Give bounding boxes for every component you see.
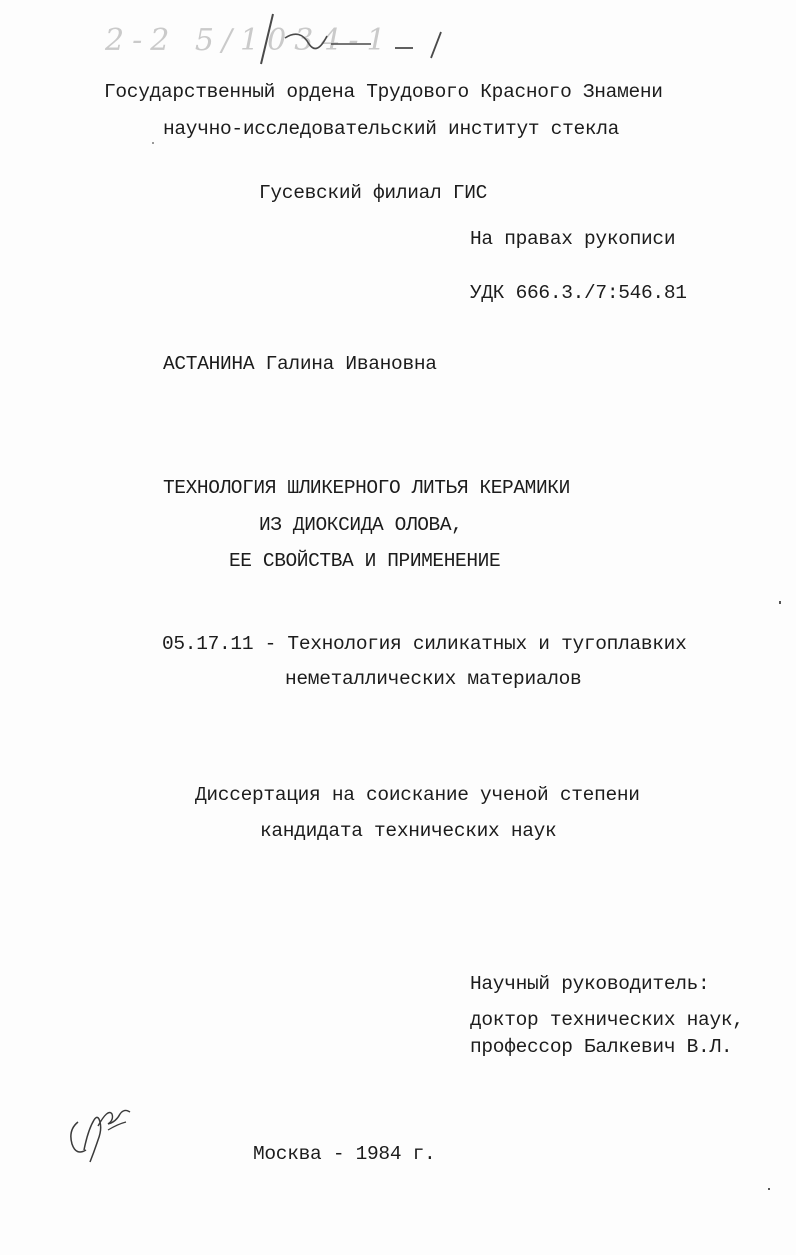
dissertation-line-1: Диссертация на соискание ученой степени (195, 784, 640, 806)
archive-number-handwriting (95, 8, 455, 68)
dissertation-line-2: кандидата технических наук (260, 820, 557, 842)
supervisor-label: Научный руководитель: (470, 973, 710, 995)
institute-line-1: Государственный ордена Трудового Красного Знамени (104, 81, 663, 103)
scan-speck (768, 1188, 770, 1190)
scan-speck (152, 142, 154, 144)
supervisor-degree: доктор технических наук, (470, 1009, 744, 1031)
institute-line-2: научно-исследовательский институт стекла (163, 118, 620, 140)
branch-name: Гусевский филиал ГИС (259, 182, 488, 204)
thesis-title-line-3: ЕЕ СВОЙСТВА И ПРИМЕНЕНИЕ (229, 550, 501, 572)
archive-number-text: 2-2 5/1034-1 (105, 23, 394, 58)
specialty-line-2: неметаллических материалов (285, 668, 582, 690)
thesis-title-line-2: ИЗ ДИОКСИДА ОЛОВА, (259, 514, 463, 536)
udc-code: УДК 666.3./7:546.81 (470, 282, 687, 304)
scan-speck (779, 601, 781, 604)
author-name: АСТАНИНА Галина Ивановна (163, 353, 437, 375)
manuscript-rights: На правах рукописи (470, 228, 676, 250)
thesis-title-line-1: ТЕХНОЛОГИЯ ШЛИКЕРНОГО ЛИТЬЯ КЕРАМИКИ (163, 477, 570, 499)
specialty-code-line: 05.17.11 - Технология силикатных и тугоплавких (162, 633, 687, 655)
supervisor-name: профессор Балкевич В.Л. (470, 1036, 733, 1058)
place-and-year: Москва - 1984 г. (253, 1143, 436, 1165)
signature-handwriting (64, 1100, 144, 1170)
